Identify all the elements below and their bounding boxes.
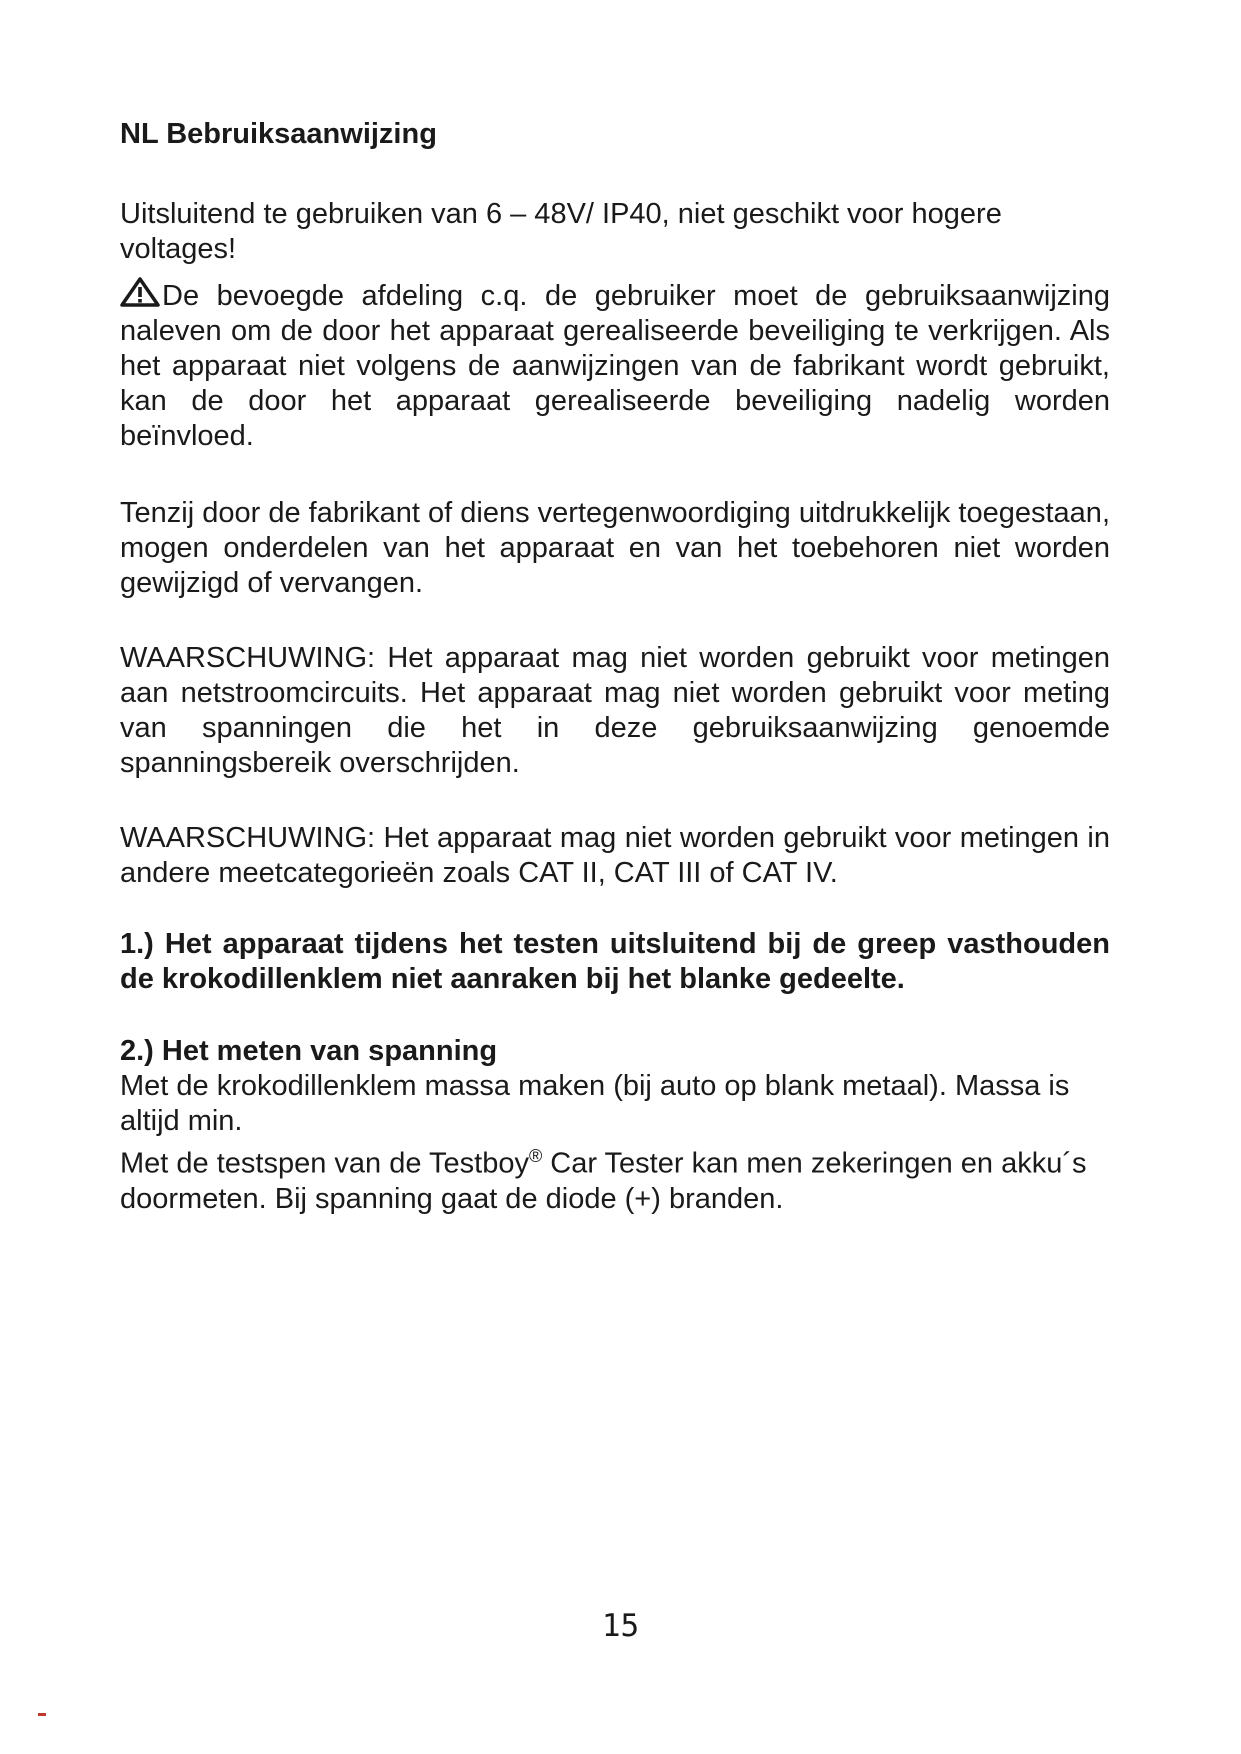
intro-paragraph: Uitsluitend te gebruiken van 6 – 48V/ IP40, niet geschikt voor hogere voltages! [120,198,1002,265]
step-2-test-text-a: Met de testspen van de Testboy [120,1147,529,1180]
modification-paragraph: Tenzij door de fabrikant of diens vertegenwoordiging uitdrukkelijk toegestaan, mogen onderdelen van het apparaat en van het toebehoren niet worden gewijzigd of vervangen. [120,497,1110,599]
page-heading: NL Bebruiksaanwijzing [120,118,437,150]
warning-category-paragraph: WAARSCHUWING: Het apparaat mag niet worden gebruikt voor metingen in andere meetcategorieën zoals CAT II, CAT III of CAT IV. [120,822,1110,889]
step-2-title: 2.) Het meten van spanning [120,1035,498,1067]
warning-mains-paragraph: WAARSCHUWING: Het apparaat mag niet worden gebruikt voor metingen aan netstroomcircuits. Het apparaat mag niet worden gebruikt voor meting van spanningen die het in deze gebruiksaanwijzing genoemde spanningsbereik overschrijden. [120,642,1110,779]
manual-page [120,118,1110,1257]
step-1-instruction: 1.) Het apparaat tijdens het testen uitsluitend bij de greep vasthouden de krokodillenklem niet aanraken bij het blanke gedeelte. [120,928,1110,995]
step-2-section [120,1033,1110,1217]
warning-triangle-icon [120,277,160,307]
step-2-test-text [120,1139,1110,1217]
safety-text: De bevoegde afdeling c.q. de gebruiker moet de gebruiksaanwijzing naleven om de door het apparaat gerealiseerde beveiliging te verkrijgen. Als het apparaat niet volgens de aanwijzingen van de fabrikant wordt gebruikt, kan de door het apparaat gerealiseerde beveiliging nadelig worden beïnvloed. [120,280,1110,452]
safety-paragraph [120,277,1110,454]
registered-mark: ® [528,1146,543,1166]
step-2-test-text-b: Car Tester kan men zekeringen en akku´s doormeten. Bij spanning gaat de diode (+) branden. [120,1147,1087,1215]
step-2-ground-text: Met de krokodillenklem massa maken (bij auto op blank metaal). Massa is altijd min. [120,1070,1070,1137]
page-number: 15 [601,1608,640,1644]
corner-mark [38,1713,46,1716]
